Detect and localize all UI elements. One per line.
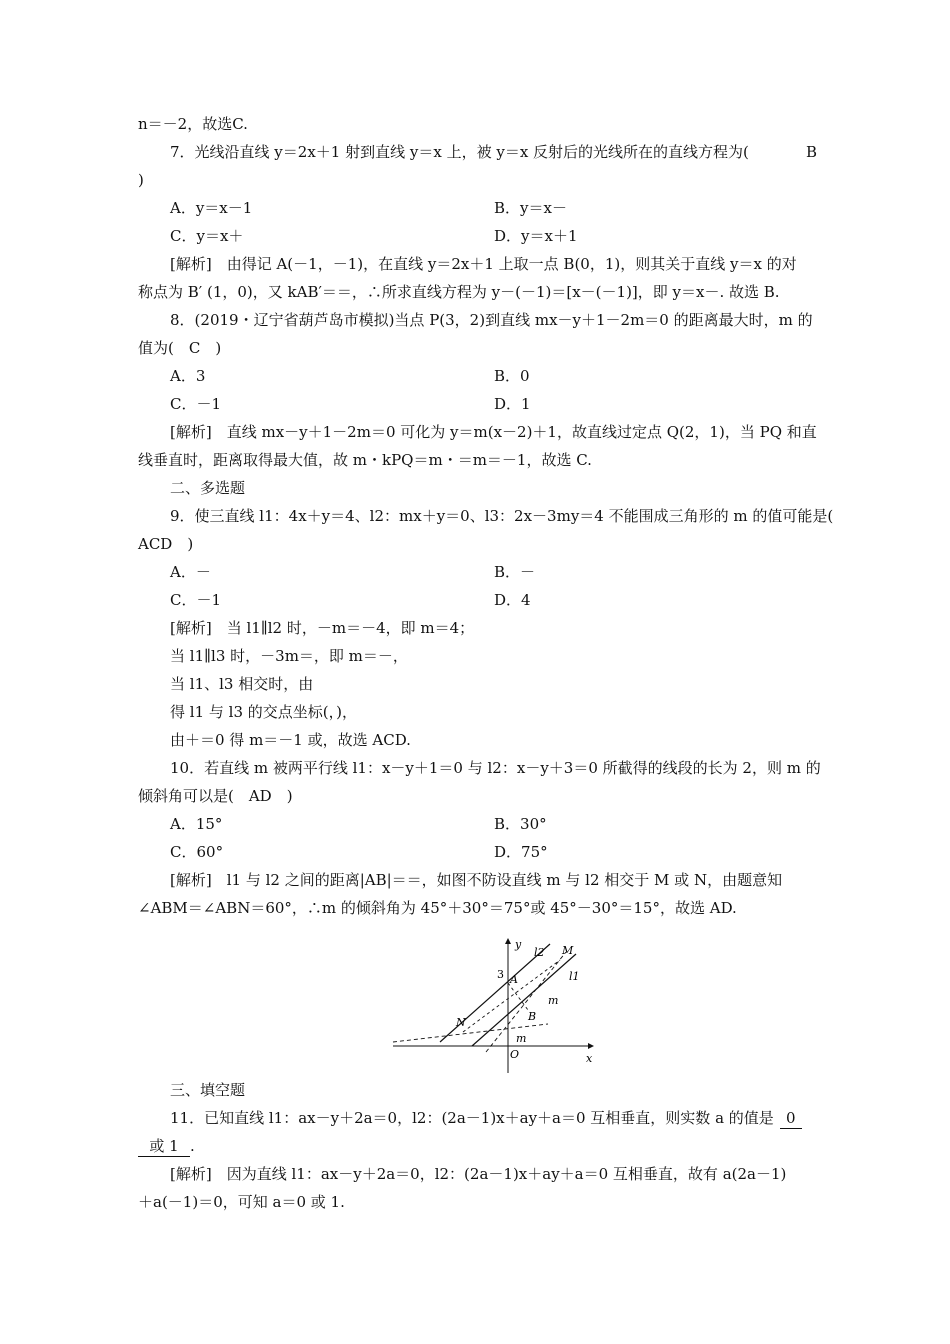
text-line bbox=[138, 534, 193, 554]
text-line bbox=[494, 226, 578, 246]
label-m-top: m bbox=[548, 994, 559, 1007]
label-M: M bbox=[562, 944, 574, 957]
text-line bbox=[494, 394, 531, 414]
text-line-content: 8．(2019・辽宁省葫芦岛市模拟)当点 P(3，2)到直线 mx－y＋1－2m＝0 的距离最大时，m 的 bbox=[170, 311, 813, 329]
text-line bbox=[170, 366, 205, 386]
text-line bbox=[170, 674, 313, 694]
text-line bbox=[494, 366, 530, 386]
label-A: A bbox=[510, 973, 518, 986]
text-line bbox=[138, 1136, 195, 1157]
text-line-content: 得 l1 与 l3 的交点坐标(，)， bbox=[170, 703, 357, 721]
text-line-content: A．－ bbox=[170, 563, 211, 581]
text-line-content: D．75° bbox=[494, 843, 548, 861]
y-axis-arrow bbox=[505, 938, 511, 944]
text-line bbox=[138, 282, 780, 302]
text-line-content: C．－1 bbox=[170, 591, 222, 609]
text-line bbox=[170, 814, 222, 834]
text-line bbox=[170, 1108, 802, 1129]
text-line-content: 线垂直时，距离取得最大值，故 m・kPQ＝m・＝m＝－1，故选 C. bbox=[138, 451, 592, 469]
text-line bbox=[170, 394, 221, 414]
text-line bbox=[170, 422, 817, 442]
text-line bbox=[170, 590, 221, 610]
text-line-content: B．－ bbox=[494, 563, 536, 581]
text-line-content: [解析] 因为直线 l1：ax－y＋2a＝0，l2：(2a－1)x＋ay＋a＝0 互相垂直，故有 a(2a－1) bbox=[170, 1165, 787, 1183]
text-line-content: C．－1 bbox=[170, 395, 222, 413]
text-line-content: 倾斜角可以是( AD ) bbox=[138, 787, 293, 805]
label-m-bottom: m bbox=[516, 1032, 527, 1045]
text-line bbox=[170, 646, 408, 666]
label-N: N bbox=[456, 1016, 466, 1029]
label-l2: l2 bbox=[534, 946, 545, 959]
text-line-content: D．1 bbox=[494, 395, 531, 413]
text-line bbox=[138, 114, 248, 134]
text-line bbox=[138, 898, 737, 918]
text-line-content: 二、多选题 bbox=[170, 479, 246, 497]
text-line bbox=[170, 870, 782, 890]
text-line-content: B．y＝x－ bbox=[494, 199, 567, 217]
text-line bbox=[494, 562, 535, 582]
text-line-after: . bbox=[190, 1137, 195, 1155]
text-line bbox=[170, 618, 474, 638]
text-line-content: [解析] 直线 mx－y＋1－2m＝0 可化为 y＝m(x－2)＋1，故直线过定点 Q(2，1)，当 PQ 和直 bbox=[170, 423, 817, 441]
text-line bbox=[170, 226, 243, 246]
text-line-content: C．60° bbox=[170, 843, 224, 861]
text-line bbox=[170, 1164, 786, 1184]
text-line bbox=[494, 590, 531, 610]
text-line bbox=[170, 254, 797, 274]
text-line bbox=[170, 198, 252, 218]
text-line bbox=[494, 198, 567, 218]
line-NM bbox=[463, 960, 560, 1032]
text-line-content: ∠ABM＝∠ABN＝60°，∴m 的倾斜角为 45°＋30°＝75°或 45°－30°＝15°，故选 AD. bbox=[138, 899, 737, 917]
label-x: x bbox=[586, 1052, 593, 1065]
text-line bbox=[170, 310, 813, 330]
text-line-content: C．y＝x＋ bbox=[170, 227, 244, 245]
text-line-content: [解析] 由得记 A(－1，－1)，在直线 y＝2x＋1 上取一点 B(0，1)，则其关于直线 y＝x 的对 bbox=[170, 255, 797, 273]
text-line-content: D．y＝x＋1 bbox=[494, 227, 578, 245]
label-y: y bbox=[515, 938, 522, 951]
text-line-content: 当 l1∥l3 时，－3m＝，即 m＝－， bbox=[170, 647, 408, 665]
answer-letter: B bbox=[806, 143, 818, 161]
text-line-content: 三、填空题 bbox=[170, 1081, 246, 1099]
text-line bbox=[494, 842, 548, 862]
text-line-content: 10．若直线 m 被两平行线 l1：x－y＋1＝0 与 l2：x－y＋3＝0 所截得的线段的长为 2，则 m 的 bbox=[170, 759, 821, 777]
text-line bbox=[170, 1080, 245, 1100]
text-line bbox=[494, 814, 547, 834]
text-line-content: ) bbox=[138, 171, 144, 189]
text-line bbox=[138, 170, 144, 190]
label-B: B bbox=[528, 1010, 537, 1023]
label-O: O bbox=[510, 1048, 520, 1061]
text-line bbox=[170, 506, 833, 526]
text-line bbox=[138, 338, 221, 358]
text-line-content: [解析] l1 与 l2 之间的距离|AB|＝＝，如图不防设直线 m 与 l2 相交于 M 或 N，由题意知 bbox=[170, 871, 783, 889]
text-line-content: A．15° bbox=[170, 815, 223, 833]
answer-blank: 或 1 bbox=[138, 1136, 190, 1157]
label-l1: l1 bbox=[569, 970, 580, 983]
text-line-content: A．y＝x－1 bbox=[170, 199, 253, 217]
text-line-content: 值为( C ) bbox=[138, 339, 222, 357]
text-line bbox=[170, 730, 411, 750]
text-line bbox=[138, 1192, 345, 1212]
text-line bbox=[170, 142, 749, 162]
text-line-content: n＝－2，故选C. bbox=[138, 115, 248, 133]
geometry-figure bbox=[388, 938, 598, 1078]
text-line-content: D．4 bbox=[494, 591, 531, 609]
text-line bbox=[170, 842, 223, 862]
label-three: 3 bbox=[497, 968, 504, 981]
text-line-content: B．0 bbox=[494, 367, 530, 385]
text-line bbox=[170, 758, 821, 778]
text-line-content: 当 l1、l3 相交时，由 bbox=[170, 675, 314, 693]
text-line-content: 9．使三直线 l1：4x＋y＝4、l2：mx＋y＝0、l3：2x－3my＝4 不能围成三角形的 m 的值可能是( bbox=[170, 507, 834, 525]
text-line-content: B．30° bbox=[494, 815, 547, 833]
text-line bbox=[170, 478, 245, 498]
text-line-content: 7．光线沿直线 y＝2x＋1 射到直线 y＝x 上，被 y＝x 反射后的光线所在的直线方程为( bbox=[170, 143, 749, 161]
text-line-content: 11．已知直线 l1：ax－y＋2a＝0，l2：(2a－1)x＋ay＋a＝0 互相垂直，则实数 a 的值是 bbox=[170, 1109, 774, 1127]
text-line bbox=[170, 562, 211, 582]
text-line bbox=[170, 702, 357, 722]
text-line-content: [解析] 当 l1∥l2 时，－m＝－4，即 m＝4； bbox=[170, 619, 475, 637]
text-line-content: A．3 bbox=[170, 367, 206, 385]
text-line bbox=[138, 786, 293, 806]
x-axis-arrow bbox=[588, 1043, 594, 1049]
text-line-content: ＋a(－1)＝0，可知 a＝0 或 1. bbox=[138, 1193, 345, 1211]
text-line-content: ACD ) bbox=[138, 535, 194, 553]
answer-blank-start: 0 bbox=[780, 1108, 802, 1129]
text-line-content: 由＋＝0 得 m＝－1 或，故选 ACD. bbox=[170, 731, 411, 749]
text-line-content: 称点为 B′ (1，0)，又 kAB′＝＝，∴所求直线方程为 y－(－1)＝[x－(－1)]，即 y＝x－. 故选 B. bbox=[138, 283, 780, 301]
text-line bbox=[138, 450, 592, 470]
